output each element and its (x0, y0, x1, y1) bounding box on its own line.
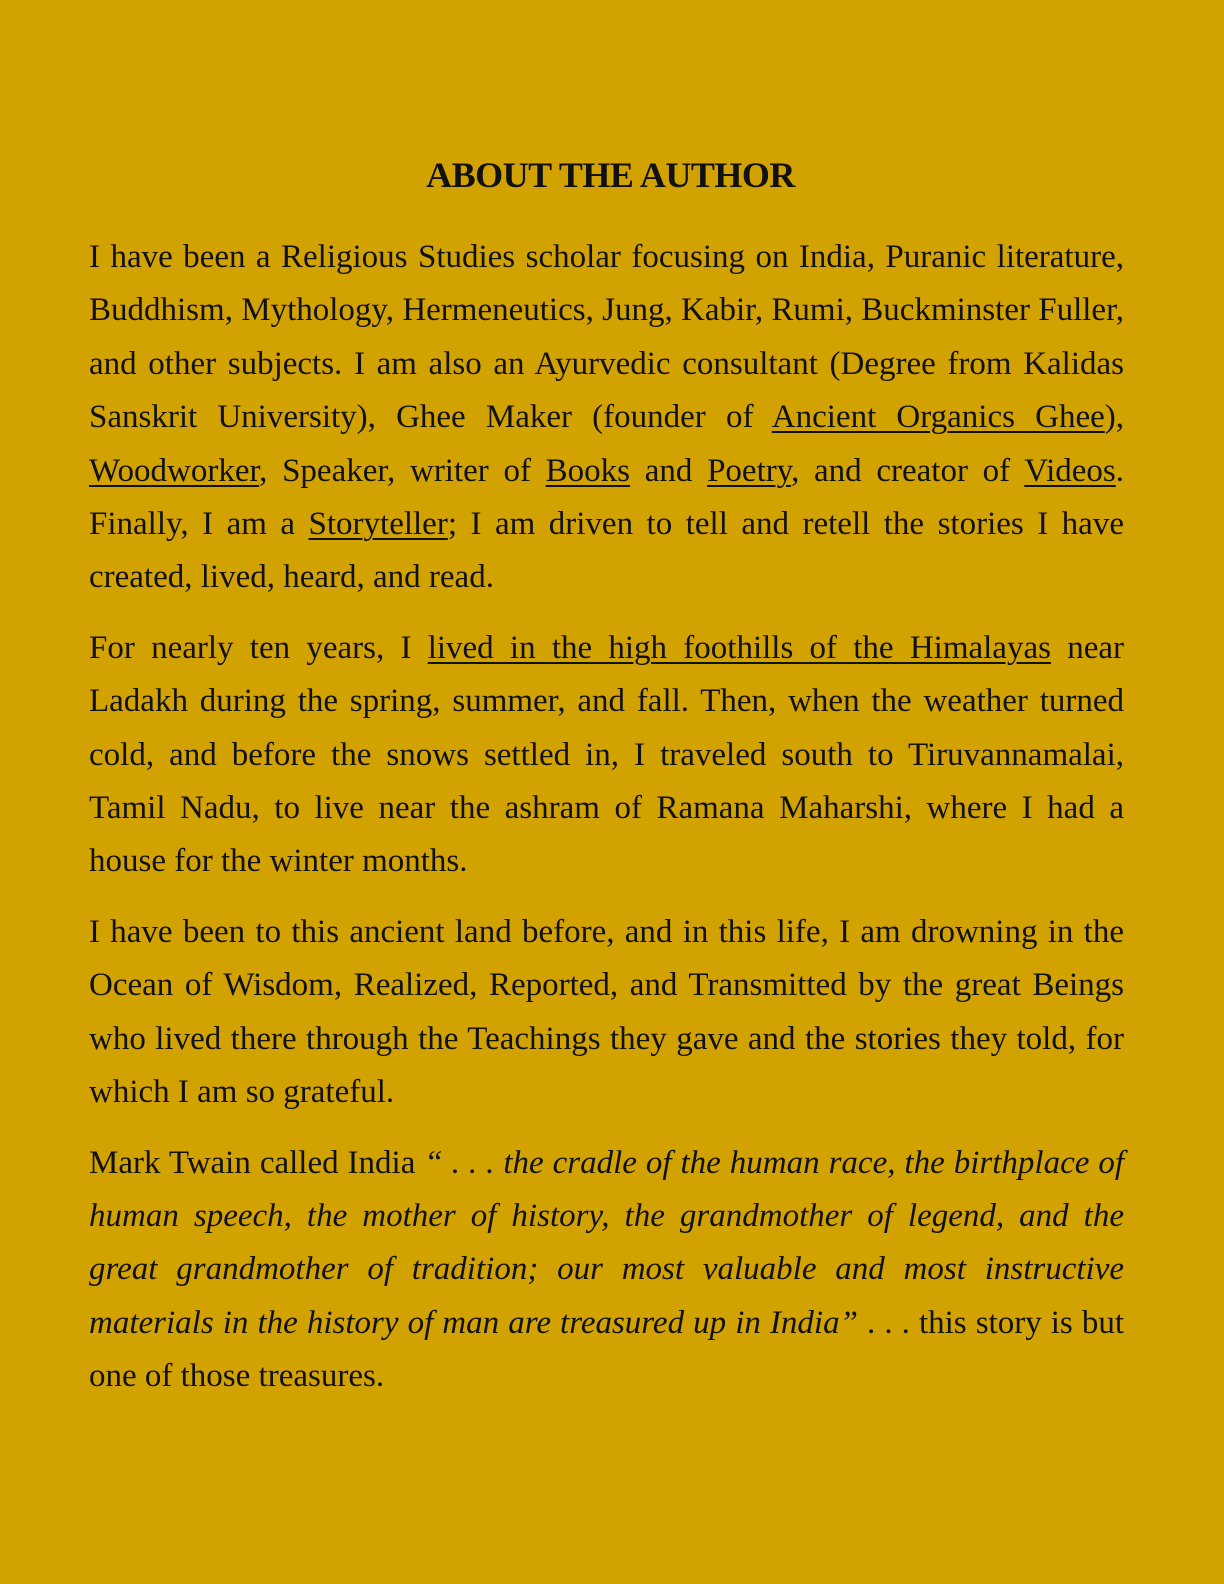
intro-text-3: , Speaker, writer of (259, 452, 546, 489)
paragraph-intro (89, 231, 1124, 605)
ancient-organics-ghee-link[interactable]: Ancient Organics Ghee (771, 399, 1105, 436)
page-title: ABOUT THE AUTHOR (426, 155, 795, 195)
paragraph-ancient-land: I have been to this ancient land before, and in this life, I am drowning in the Ocean of Wisdom, Realized, Reported, and Transmitted by the great Beings who lived there through the Teachings they gave and the stories they told, for which I am so grateful. (89, 913, 1124, 1111)
woodworker-link[interactable]: Woodworker (89, 452, 260, 489)
books-link[interactable]: Books (545, 452, 631, 489)
intro-text-1: I have been a Religious Studies scholar focusing on India, Puranic literature, Buddhism, Mythology, Hermeneutics, Jung, Kabir, Rumi, Buckminster Fuller, and other subjects. I am also an Ayurvedic consultant (Degree from Kalidas Sanskrit University), Ghee Maker (founder of (89, 239, 1124, 436)
videos-link[interactable]: Videos (1024, 452, 1116, 489)
twain-text-2: . . . this story is but one of those treasures. (89, 1304, 1125, 1395)
intro-text-6: . Finally, I am a (89, 452, 1124, 543)
intro-text-7: ; I am driven to tell and retell the stories I have created, lived, heard, and read. (89, 506, 1124, 596)
intro-text-5: , and creator of (791, 452, 1025, 489)
twain-text-1: Mark Twain called India (89, 1144, 425, 1181)
himalayas-text-2: near Ladakh during the spring, summer, and fall. Then, when the weather turned cold, and before the snows settled in, I traveled south to Tiruvannamalai, Tamil Nadu, to live near the ashram of Ramana Maharshi, where I had a house for the winter months. (89, 629, 1124, 880)
twain-quote: “ . . . the cradle of the human race, the birthplace of human speech, the mother of history, the grandmother of legend, and the great grandmother of tradition; our most valuable and most instructive materials in the history of man are treasured up in India” (89, 1144, 1124, 1341)
paragraph-himalayas (89, 622, 1124, 889)
paragraph-mark-twain (89, 1137, 1124, 1404)
storyteller-link[interactable]: Storyteller (308, 506, 448, 543)
himalayas-text-1: For nearly ten years, I (89, 629, 428, 666)
intro-text-4: and (630, 452, 708, 489)
intro-text-2: ), (1104, 399, 1124, 436)
himalayas-link[interactable]: lived in the high foothills of the Himalayas (427, 629, 1051, 666)
poetry-link[interactable]: Poetry (707, 452, 792, 489)
